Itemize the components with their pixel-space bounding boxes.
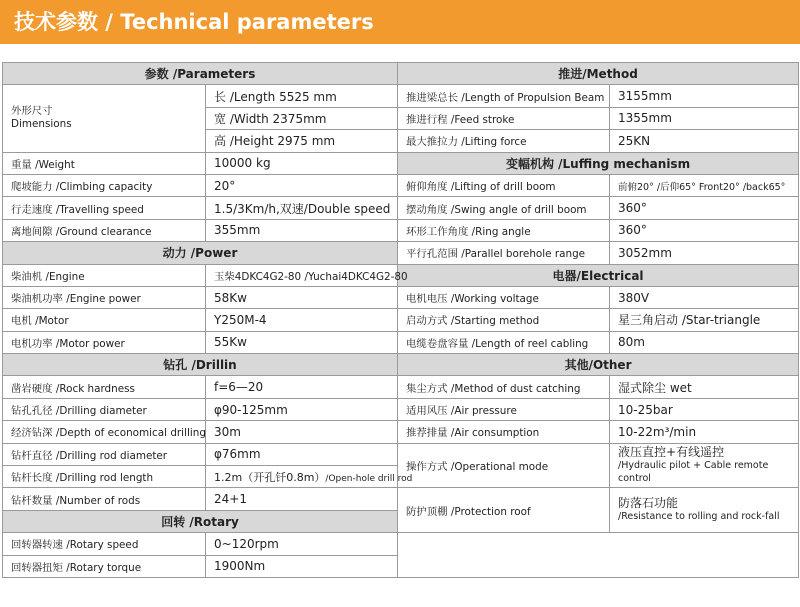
- beam-label: 推进梁总长 /Length of Propulsion Beam: [398, 85, 610, 107]
- depth-label: 经济钻深 /Depth of economical drilling: [3, 421, 206, 443]
- dimensions-label-en: Dimensions: [11, 118, 72, 131]
- engine-power-value: 58Kw: [206, 286, 398, 308]
- roof-value-main: 防落石功能: [618, 496, 679, 511]
- swing-label: 摆动角度 /Swing angle of drill boom: [398, 197, 610, 219]
- table-row: [3, 85, 799, 107]
- rotary-speed-value: 0~120rpm: [206, 533, 398, 555]
- mode-value-main: 液压直控+有线遥控: [618, 445, 725, 460]
- table-row: [3, 197, 799, 219]
- stroke-label: 推进行程 /Feed stroke: [398, 107, 610, 129]
- rod-diameter-value: φ76mm: [206, 443, 398, 465]
- banner-title: 技术参数 / Technical parameters: [14, 10, 374, 34]
- speed-label: 行走速度 /Travelling speed: [3, 197, 206, 219]
- empty-cell: [398, 533, 799, 578]
- table-row: [3, 398, 799, 420]
- table-row: [3, 264, 799, 286]
- table-row: [3, 174, 799, 196]
- section-header-power: 动力 /Power: [3, 242, 398, 264]
- stroke-value: 1355mm: [610, 107, 799, 129]
- rod-length-label: 钻杆长度 /Drilling rod length: [3, 466, 206, 488]
- table-row: [3, 421, 799, 443]
- dimensions-label-cn: 外形尺寸: [11, 105, 53, 118]
- table-row: [3, 354, 799, 376]
- table-row: [3, 331, 799, 353]
- roof-label: 防护顶棚 /Protection roof: [398, 488, 610, 533]
- dust-label: 集尘方式 /Method of dust catching: [398, 376, 610, 398]
- speed-value: 1.5/3Km/h,双速/Double speed: [206, 197, 398, 219]
- height-value: 高 /Height 2975 mm: [206, 130, 398, 152]
- section-header-parameters: 参数 /Parameters: [3, 63, 398, 85]
- air-value: 10-25bar: [610, 398, 799, 420]
- weight-value: 10000 kg: [206, 152, 398, 174]
- table-row: [3, 286, 799, 308]
- table-row: [3, 376, 799, 398]
- rod-diameter-label: 钻杆直径 /Drilling rod diameter: [3, 443, 206, 465]
- diameter-label: 钻孔孔径 /Drilling diameter: [3, 398, 206, 420]
- clearance-label: 离地间隙 /Ground clearance: [3, 219, 206, 241]
- pitch-label: 俯仰角度 /Lifting of drill boom: [398, 174, 610, 196]
- hardness-value: f=6—20: [206, 376, 398, 398]
- parallel-label: 平行孔范围 /Parallel borehole range: [398, 242, 610, 264]
- motor-label: 电机 /Motor: [3, 309, 206, 331]
- clearance-value: 355mm: [206, 219, 398, 241]
- rotary-torque-label: 回转器扭矩 /Rotary torque: [3, 555, 206, 577]
- engine-value: 玉柴4DKC4G2-80 /Yuchai4DKC4G2-80: [206, 264, 398, 286]
- motor-power-value: 55Kw: [206, 331, 398, 353]
- motor-power-label: 电机功率 /Motor power: [3, 331, 206, 353]
- start-label: 启动方式 /Starting method: [398, 309, 610, 331]
- mode-label: 操作方式 /Operational mode: [398, 443, 610, 488]
- air-label: 适用风压 /Air pressure: [398, 398, 610, 420]
- technical-parameters-table: [2, 62, 799, 578]
- roof-value-sub: /Resistance to rolling and rock-fall: [618, 511, 780, 523]
- hardness-label: 凿岩硬度 /Rock hardness: [3, 376, 206, 398]
- length-value: 长 /Length 5525 mm: [206, 85, 398, 107]
- table-row: [3, 63, 799, 85]
- voltage-label: 电机电压 /Working voltage: [398, 286, 610, 308]
- rod-length-value-sub: /Open-hole drill rod: [325, 473, 413, 484]
- cable-label: 电缆卷盘容量 /Length of reel cabling: [398, 331, 610, 353]
- width-value: 宽 /Width 2375mm: [206, 107, 398, 129]
- depth-value: 30m: [206, 421, 398, 443]
- section-header-method: 推进/Method: [398, 63, 799, 85]
- table-row: [3, 219, 799, 241]
- table-row: [3, 242, 799, 264]
- climb-label: 爬坡能力 /Climbing capacity: [3, 174, 206, 196]
- consumption-label: 推荐排量 /Air consumption: [398, 421, 610, 443]
- mode-value: [610, 443, 799, 488]
- section-header-other: 其他/Other: [398, 354, 799, 376]
- section-header-rotary: 回转 /Rotary: [3, 510, 398, 532]
- swing-value: 360°: [610, 197, 799, 219]
- dimensions-label: [3, 85, 206, 152]
- rod-length-value: [206, 466, 413, 488]
- section-header-electrical: 电器/Electrical: [398, 264, 799, 286]
- roof-value: [610, 488, 799, 533]
- rotary-speed-label: 回转器转速 /Rotary speed: [3, 533, 206, 555]
- rods-value: 24+1: [206, 488, 398, 510]
- rod-length-value-main: 1.2m（开孔钎0.8m）: [214, 470, 326, 484]
- parallel-value: 3052mm: [610, 242, 799, 264]
- engine-power-label: 柴油机功率 /Engine power: [3, 286, 206, 308]
- cable-value: 80m: [610, 331, 799, 353]
- lift-label: 最大推拉力 /Lifting force: [398, 130, 610, 152]
- consumption-value: 10-22m³/min: [610, 421, 799, 443]
- table-row: [3, 533, 799, 555]
- table-row: [3, 152, 799, 174]
- ring-label: 环形工作角度 /Ring angle: [398, 219, 610, 241]
- climb-value: 20°: [206, 174, 398, 196]
- table-row: [3, 443, 799, 465]
- engine-label: 柴油机 /Engine: [3, 264, 206, 286]
- rotary-torque-value: 1900Nm: [206, 555, 398, 577]
- rods-label: 钻杆数量 /Number of rods: [3, 488, 206, 510]
- diameter-value: φ90-125mm: [206, 398, 398, 420]
- voltage-value: 380V: [610, 286, 799, 308]
- weight-label: 重量 /Weight: [3, 152, 206, 174]
- motor-value: Y250M-4: [206, 309, 398, 331]
- section-header-luffing: 变幅机构 /Luffing mechanism: [398, 152, 799, 174]
- ring-value: 360°: [610, 219, 799, 241]
- dust-value: 湿式除尘 wet: [610, 376, 799, 398]
- page-banner: [0, 0, 800, 44]
- table-row: [3, 309, 799, 331]
- lift-value: 25KN: [610, 130, 799, 152]
- start-value: 星三角启动 /Star-triangle: [610, 309, 799, 331]
- mode-value-sub: /Hydraulic pilot + Cable remote control: [618, 460, 769, 485]
- beam-value: 3155mm: [610, 85, 799, 107]
- section-header-drilling: 钻孔 /Drillin: [3, 354, 398, 376]
- pitch-value: 前俯20° /后仰65° Front20° /back65°: [610, 174, 799, 196]
- table-row: [3, 488, 799, 510]
